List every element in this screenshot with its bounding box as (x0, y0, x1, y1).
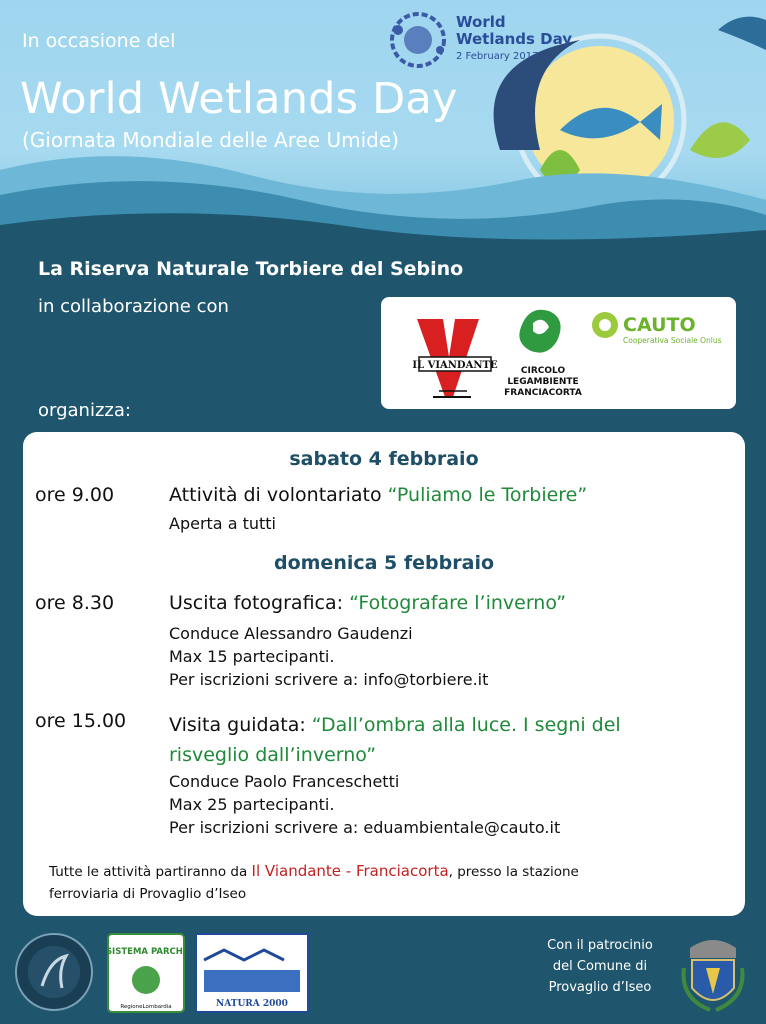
legambiente-logo (504, 310, 582, 398)
viandante-logo-text: IL VIANDANTE (412, 360, 498, 371)
cauto-logo (592, 312, 722, 345)
patronage-line3: Provaglio d’Iseo (548, 980, 652, 995)
page-title: World Wetlands Day (20, 74, 458, 124)
partner-logos (381, 297, 736, 409)
event-prefix: Uscita fotografica: (169, 592, 350, 614)
event-detail: Per iscrizioni scrivere a: eduambientale@cauto.it (169, 818, 561, 837)
cauto-subtitle: Cooperativa Sociale Onlus (623, 336, 722, 345)
page-subtitle: (Giornata Mondiale delle Aree Umide) (22, 128, 399, 152)
event-time: ore 8.30 (35, 592, 115, 614)
wwd-logo-line2: Wetlands Day (456, 30, 573, 48)
patronage-line2: del Comune di (552, 959, 648, 974)
event-name: “Puliamo le Torbiere” (387, 484, 588, 506)
event-title (169, 592, 566, 614)
event-prefix: Visita guidata: (169, 714, 312, 736)
day-heading-saturday: sabato 4 febbraio (289, 448, 479, 470)
patronage-line1: Con il patrocinio (547, 938, 653, 953)
event-details (169, 770, 560, 839)
legambiente-line2: LEGAMBIENTE (507, 377, 579, 387)
viandante-logo (412, 319, 498, 397)
intro-text: In occasione del (22, 30, 176, 52)
wwd-logo-date: 2 February 2017 (456, 51, 539, 62)
corner-plant (718, 17, 766, 50)
wwd-logo-text (456, 14, 572, 48)
organizza-label: organizza: (38, 400, 131, 421)
event-detail: Max 15 partecipanti. (169, 647, 335, 666)
organizer-name: La Riserva Naturale Torbiere del Sebino (38, 258, 464, 280)
torbiere-seal-logo (16, 934, 92, 1010)
sponsor-logos (14, 930, 314, 1014)
note-text: Tutte le attività partiranno da (49, 864, 252, 880)
event-details (169, 622, 488, 691)
event-detail: Per iscrizioni scrivere a: info@torbiere.it (169, 670, 489, 689)
hero-banner (0, 0, 766, 250)
leaf-shape (690, 122, 750, 158)
event-name: “Dall’ombra alla luce. I segni del (311, 714, 621, 736)
note-text-cont: , presso la stazione (448, 864, 579, 880)
regione-text: RegioneLombardia (120, 1004, 172, 1010)
cauto-name: CAUTO (623, 314, 696, 336)
legambiente-line1: CIRCOLO (520, 366, 566, 376)
event-detail: Max 25 partecipanti. (169, 795, 335, 814)
patronage-text (525, 935, 675, 998)
event-name: “Fotografare l’inverno” (349, 592, 567, 614)
event-title (169, 710, 621, 770)
sistema-parchi-text: SISTEMA PARCHI (105, 947, 187, 957)
program-card (23, 432, 745, 916)
event-detail: Conduce Paolo Franceschetti (169, 772, 400, 791)
collaboration-label: in collaborazione con (38, 296, 229, 317)
event-detail: Conduce Alessandro Gaudenzi (169, 624, 413, 643)
sistema-parchi-logo (106, 934, 186, 1012)
event-detail: Aperta a tutti (169, 514, 276, 533)
day-heading-sunday: domenica 5 febbraio (273, 552, 495, 574)
natura-2000-logo (196, 934, 308, 1012)
municipal-coat-of-arms (680, 928, 746, 1014)
departure-note (49, 860, 719, 905)
partner-logos-panel (381, 297, 736, 409)
event-prefix: Attività di volontariato (169, 484, 388, 506)
note-highlight: Il Viandante - Franciacorta (251, 862, 449, 880)
wwd-logo-line1: World (456, 13, 506, 31)
legambiente-line3: FRANCIACORTA (504, 388, 582, 398)
event-time: ore 15.00 (35, 710, 127, 732)
event-time: ore 9.00 (35, 484, 115, 506)
note-text-line2: ferroviaria di Provaglio d’Iseo (49, 886, 247, 902)
event-name-line2: risveglio dall’inverno” (169, 744, 377, 766)
event-title (169, 484, 587, 506)
natura-2000-text: NATURA 2000 (216, 999, 288, 1009)
event-details (169, 512, 276, 535)
